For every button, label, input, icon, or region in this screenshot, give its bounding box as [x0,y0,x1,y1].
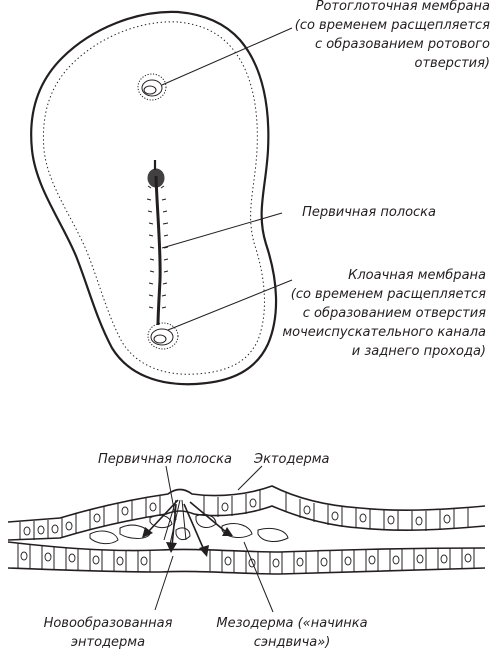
cloacal-membrane [148,323,178,349]
oropharyngeal-membrane [138,74,166,100]
cross-section [8,486,485,574]
arrowheads [142,527,233,557]
embryonic-disc [31,12,276,384]
primitive-streak-label: Первичная полоска [302,205,436,220]
mesoderm-label: Мезодерма («начинка сэндвича») [216,616,368,650]
endoderm-label: Новообразованная энтодерма [43,616,173,650]
ectoderm-label: Эктодерма [254,452,330,467]
cloacal-membrane-label: Клоачная мембрана (со временем расщепляется с образованием отверстия мочеиспускательного канала и заднего прохода) [282,268,486,359]
oropharyngeal-membrane-label: Ротоглоточная мембрана (со временем расщепляется с образованием ротового отверстия) [294,0,490,71]
ectoderm-cells [20,490,468,540]
primitive-streak [147,160,168,325]
primitive-streak-section-label: Первичная полоска [98,452,232,467]
